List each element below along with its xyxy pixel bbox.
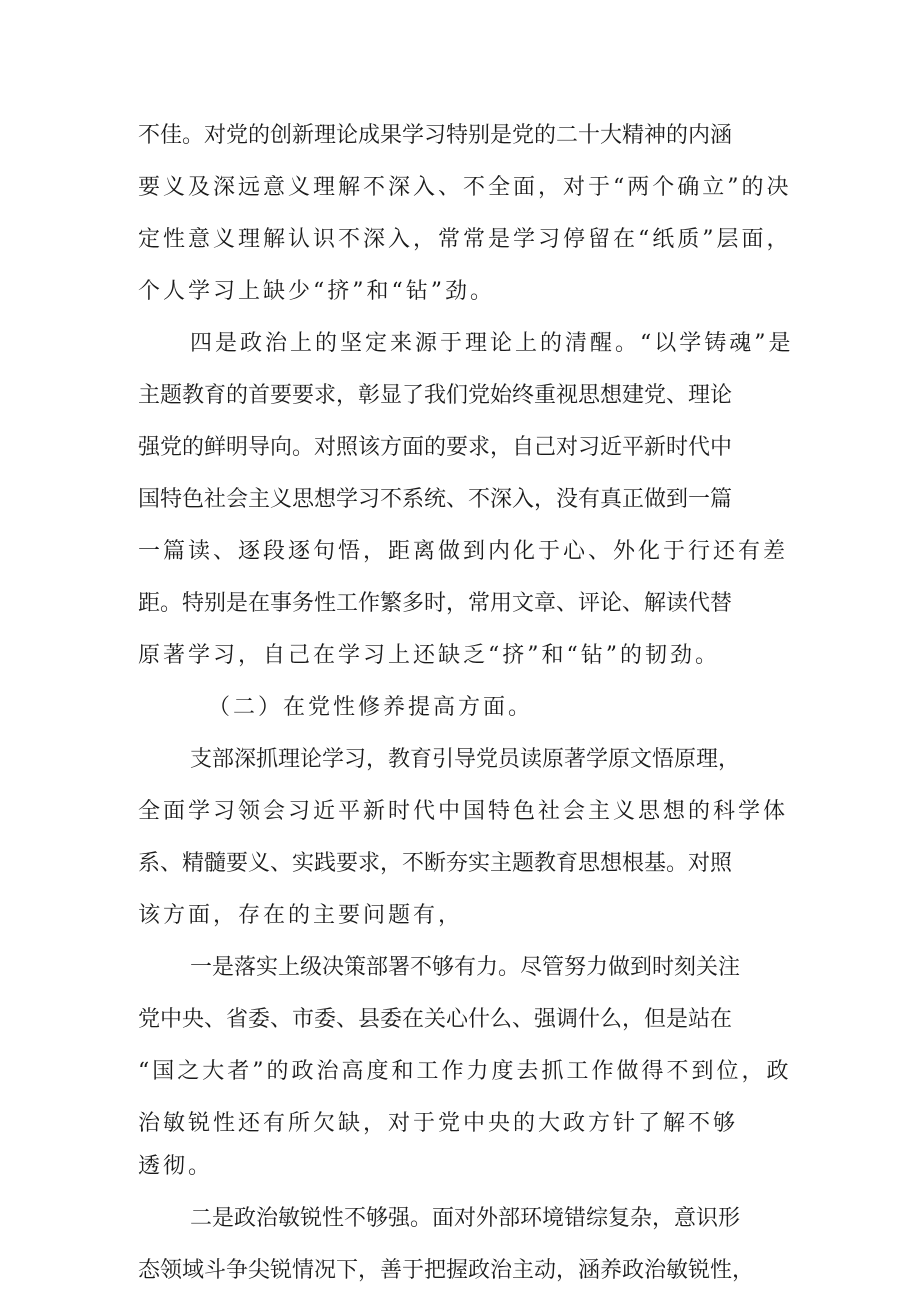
section-heading: （二）在党性修养提高方面。 — [208, 695, 534, 720]
text-line-6: 主题教育的首要要求，彰显了我们党始终重视思想建党、理论 — [138, 383, 733, 408]
text-line-9: 一篇读、逐段逐句悟，距离做到内化于心、外化于行还有差 — [138, 539, 789, 564]
text-line-14: 全面学习领会习近平新时代中国特色社会主义思想的科学体 — [138, 799, 789, 824]
text-line-17: 一是落实上级决策部署不够有力。尽管努力做到时刻关注 — [190, 955, 741, 980]
text-line-2: 要义及深远意义理解不深入、不全面，对于“两个确立”的决 — [138, 175, 792, 200]
text-line-23: 态领域斗争尖锐情况下，善于把握政治主动，涵养政治敏锐性， — [138, 1258, 755, 1283]
text-line-15: 系、精髓要义、实践要求，不断夯实主题教育思想根基。对照 — [138, 851, 733, 876]
text-line-7: 强党的鲜明导向。对照该方面的要求，自己对习近平新时代中 — [138, 435, 733, 460]
text-line-3: 定性意义理解认识不深入，常常是学习停留在“纸质”层面， — [138, 227, 792, 252]
text-line-10: 距。特别是在事务性工作繁多时，常用文章、评论、解读代替 — [138, 591, 733, 616]
text-line-11: 原著学习，自己在学习上还缺乏“挤”和“钻”的韧劲。 — [138, 643, 720, 668]
text-line-18: 党中央、省委、市委、县委在关心什么、强调什么，但是站在 — [138, 1007, 733, 1032]
text-line-13: 支部深抓理论学习，教育引导党员读原著学原文悟原理， — [190, 747, 741, 772]
text-line-8: 国特色社会主义思想学习不系统、不深入，没有真正做到一篇 — [138, 487, 733, 512]
text-line-19: “国之大者”的政治高度和工作力度去抓工作做得不到位，政 — [138, 1059, 792, 1084]
text-line-22: 二是政治敏锐性不够强。面对外部环境错综复杂，意识形 — [190, 1206, 741, 1231]
text-line-4: 个人学习上缺少“挤”和“钻”劲。 — [138, 279, 495, 304]
text-line-20: 治敏锐性还有所欠缺，对于党中央的大政方针了解不够 — [138, 1111, 739, 1136]
text-line-1: 不佳。对党的创新理论成果学习特别是党的二十大精神的内涵 — [138, 123, 733, 148]
text-line-16: 该方面，存在的主要问题有， — [138, 903, 464, 928]
text-line-21: 透彻。 — [138, 1154, 214, 1179]
text-line-5: 四是政治上的坚定来源于理论上的清醒。“以学铸魂”是 — [190, 331, 794, 356]
